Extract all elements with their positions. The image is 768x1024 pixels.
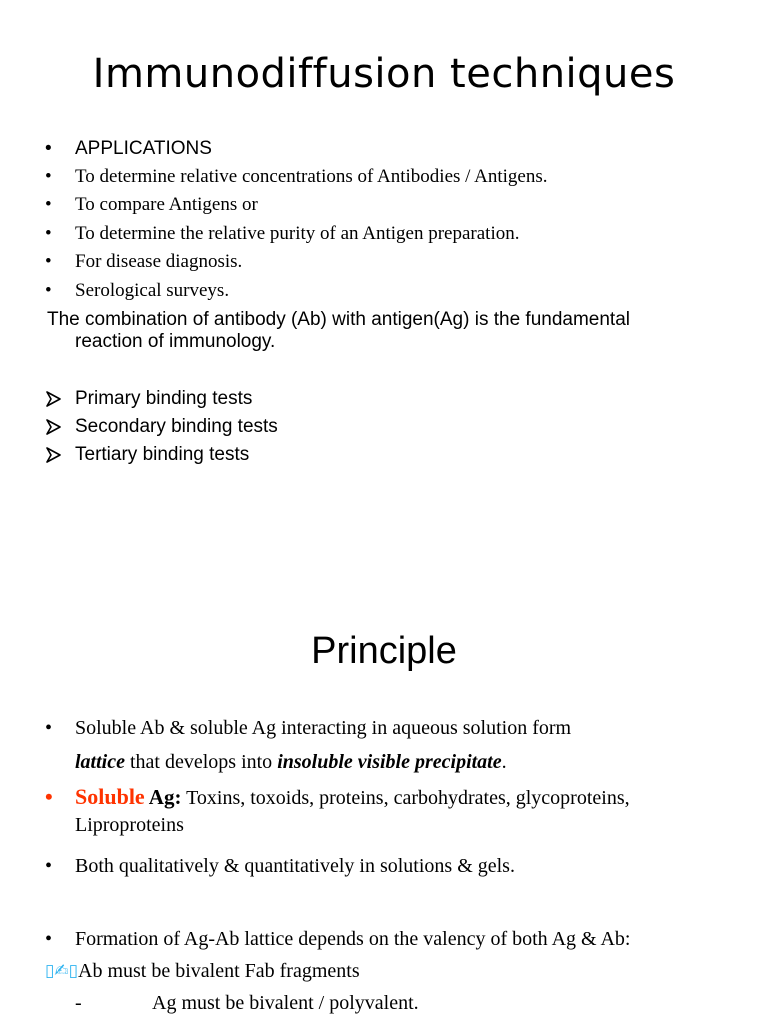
combination-line-2: reaction of immunology. [75, 331, 276, 352]
bullet-text: To determine relative concentrations of Antibodies / Antigens. [75, 166, 548, 187]
principle-text-2-line-2: Liproproteins [75, 814, 184, 836]
combination-line-1: The combination of antibody (Ab) with antigen(Ag) is the fundamental [47, 309, 630, 330]
combination-paragraph [47, 309, 737, 353]
bullet-symbol: • [45, 717, 53, 739]
ag-text: Ag: [144, 785, 182, 809]
section-title-principle: Principle [311, 630, 457, 672]
arrow-bullet-icon [45, 391, 61, 407]
lattice-text: lattice [75, 751, 125, 773]
bullet-symbol: • [45, 194, 52, 215]
bullet-symbol-red: • [45, 784, 53, 809]
bullet-symbol: • [45, 928, 53, 950]
page-title: Immunodiffusion techniques [92, 51, 676, 97]
binding-test-text: Primary binding tests [75, 388, 253, 409]
bullet-symbol: • [45, 223, 52, 244]
bullet-symbol: • [45, 138, 52, 159]
arrow-bullet-icon [45, 419, 61, 435]
bullet-text: Serological surveys. [75, 280, 230, 301]
binding-test-text: Tertiary binding tests [75, 444, 250, 465]
bullet-symbol: • [45, 855, 53, 877]
bullet-symbol: • [45, 166, 52, 187]
soluble-ag-list: Toxins, toxoids, proteins, carbohydrates, glycoproteins, [181, 787, 630, 809]
principle-line-5 [78, 957, 768, 985]
principle-text-1-line-2 [75, 748, 507, 776]
bullet-text: To compare Antigens or [75, 194, 258, 215]
precipitate-text: insoluble visible precipitate [277, 751, 502, 773]
principle-text-3: Both qualitatively & quantitatively in solutions & gels. [75, 855, 515, 877]
principle-text-5: Ab must be bivalent Fab fragments [78, 960, 360, 982]
bullet-symbol: • [45, 251, 52, 272]
soluble-text: Soluble [75, 784, 145, 809]
arrow-bullet-icon [45, 447, 61, 463]
bullet-text: To determine the relative purity of an Antigen preparation. [75, 223, 520, 244]
bullet-symbol: • [45, 280, 52, 301]
binding-test-text: Secondary binding tests [75, 416, 278, 437]
principle-text-2 [75, 783, 630, 812]
period-text: . [501, 751, 507, 773]
bullet-text: APPLICATIONS [75, 138, 212, 159]
principle-text-1: Soluble Ab & soluble Ag interacting in aqueous solution form [75, 717, 572, 739]
principle-text-4: Formation of Ag-Ab lattice depends on the valency of both Ag & Ab: [75, 928, 631, 950]
develops-text: that develops into [124, 751, 278, 773]
bullet-text: For disease diagnosis. [75, 251, 243, 272]
dash-symbol: - [75, 992, 82, 1014]
principle-text-6: Ag must be bivalent / polyvalent. [152, 992, 419, 1014]
placeholder-glyph-icon: ▯✍▯ [45, 961, 78, 981]
